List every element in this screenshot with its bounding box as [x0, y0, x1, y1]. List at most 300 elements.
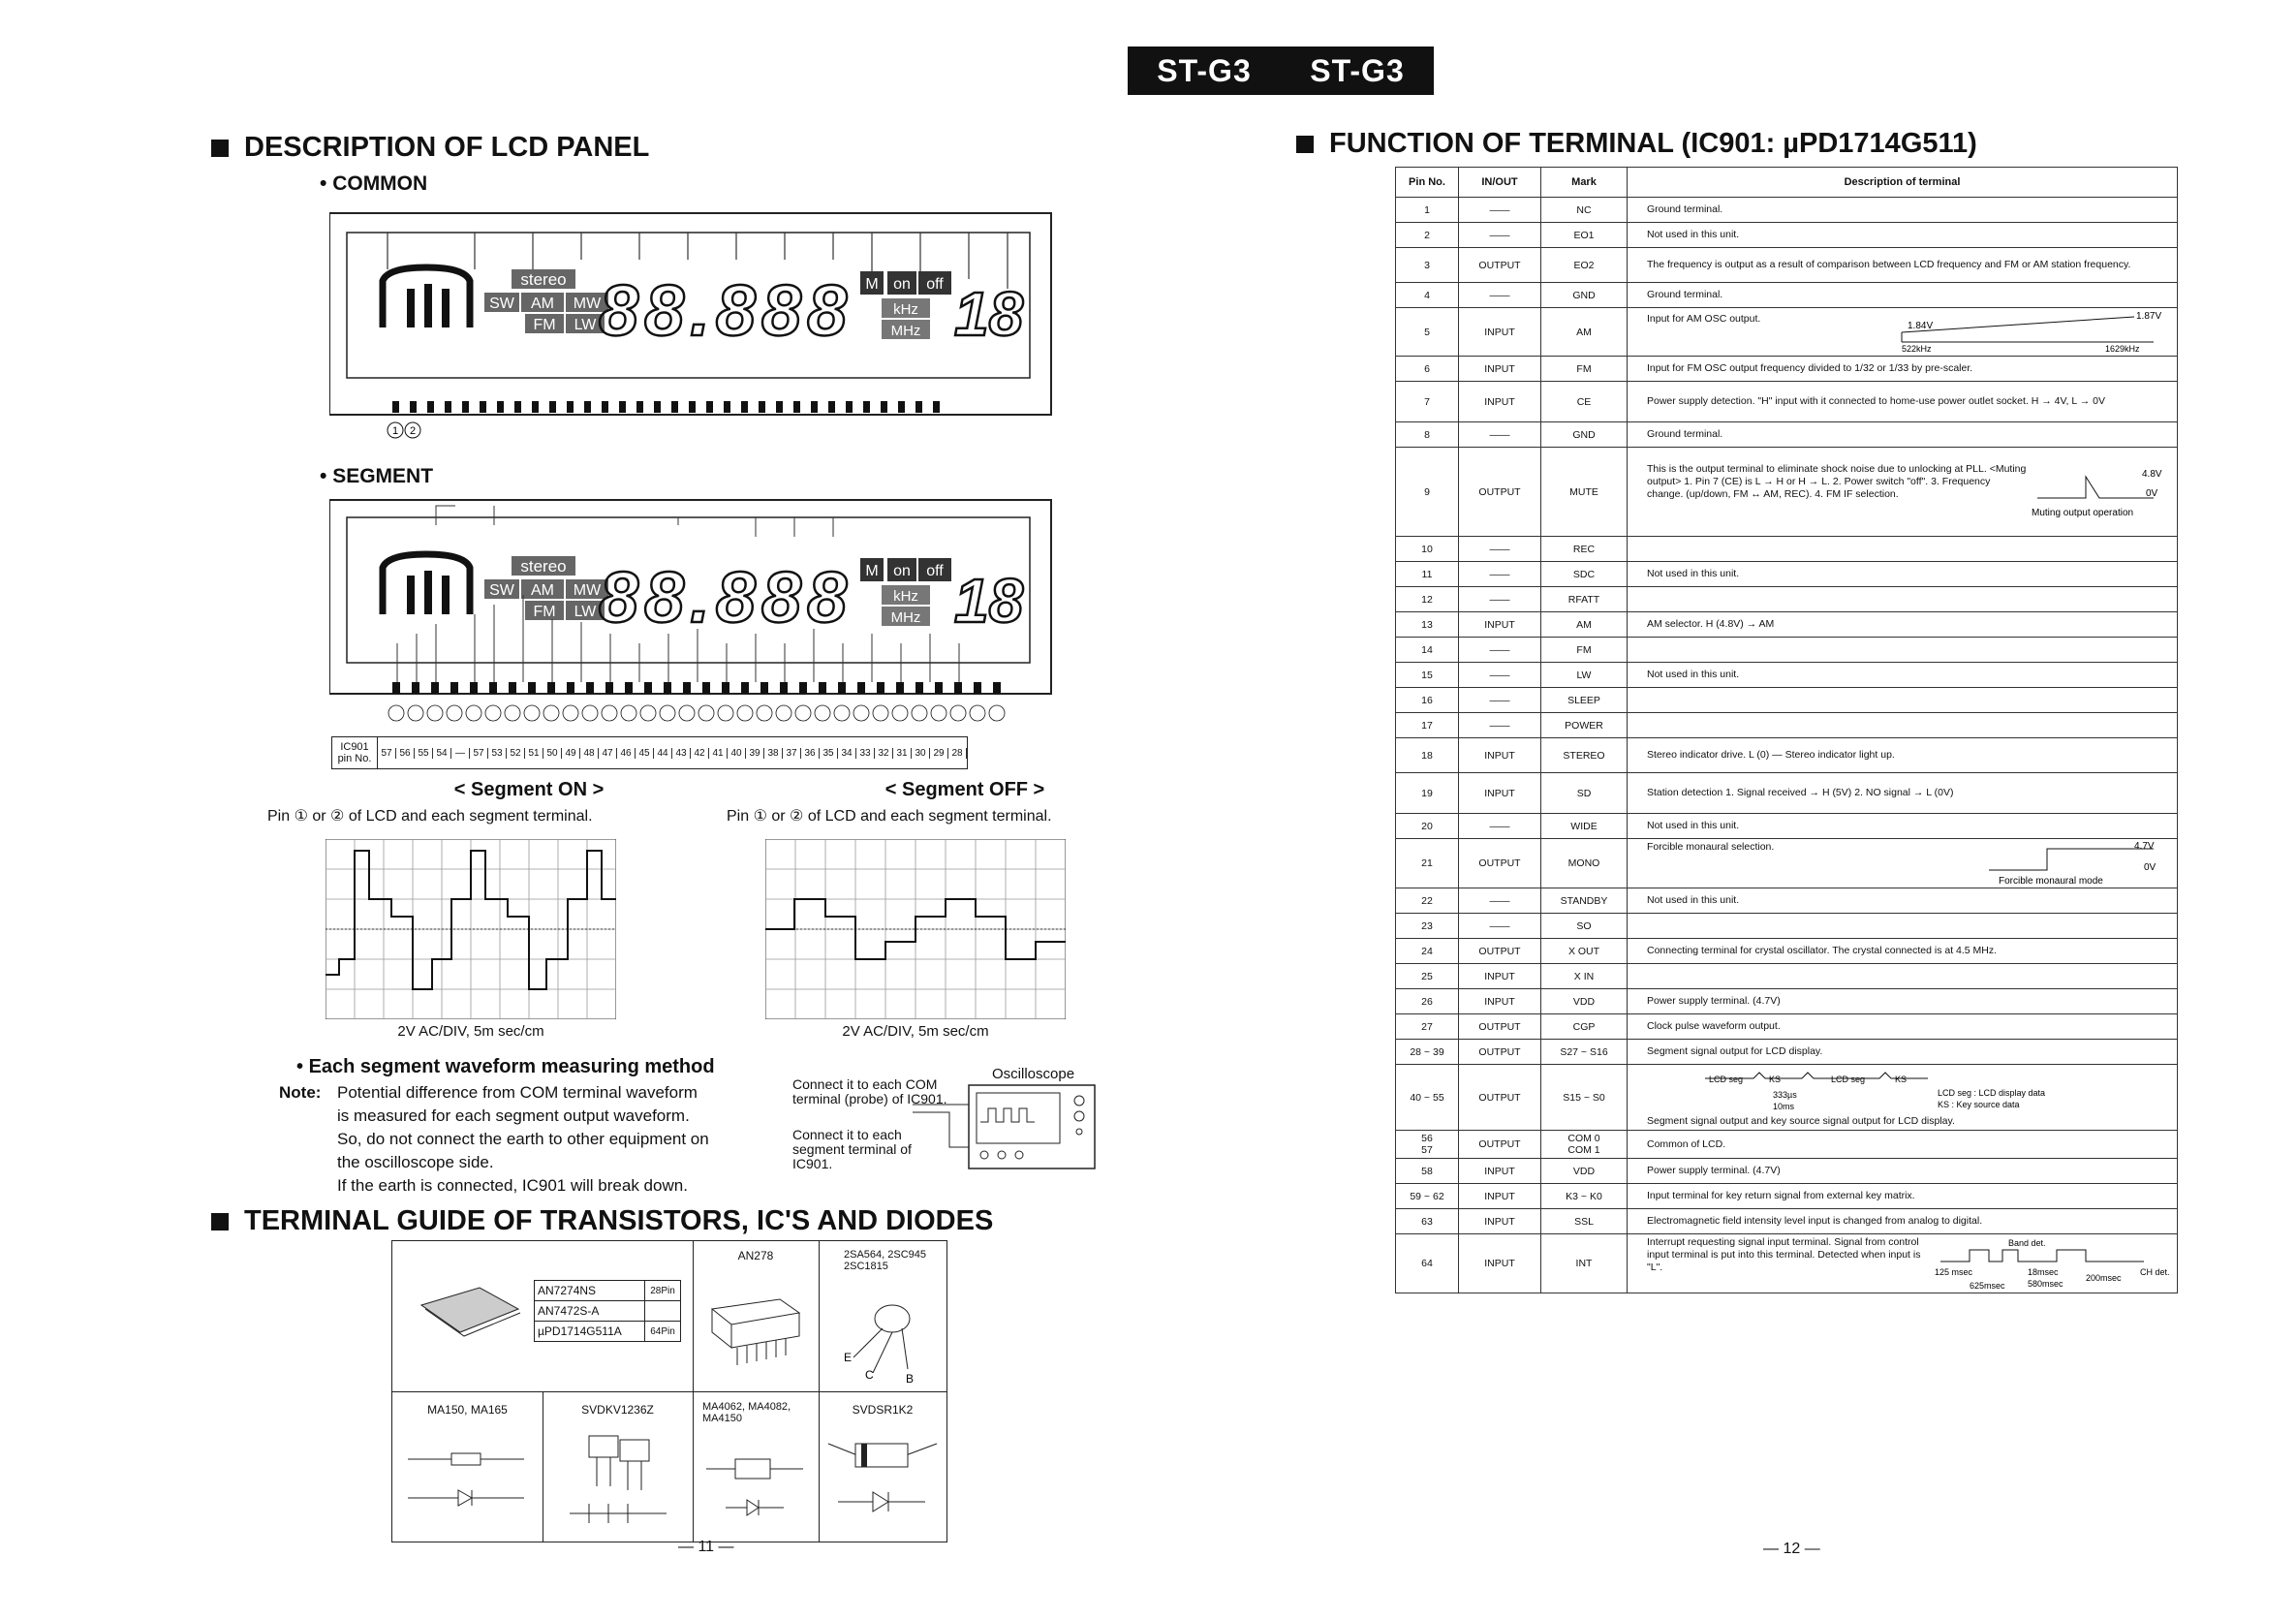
int-timing	[1931, 1236, 2173, 1291]
am-ramp-graph	[1882, 309, 2173, 352]
cell-pin: 12	[1396, 587, 1459, 612]
cell-desc	[1628, 939, 2178, 964]
desc-text: This is the output terminal to eliminate shock noise due to unlocking at PLL. <Muting output> 1. Pin 7 (CE) is L → H or H → L. 2. Power switch "off". 3. Frequency change. (up/down, FM ↔ AM, REC). 4. FM IF selection.	[1647, 462, 2027, 500]
pin-number: 32	[875, 748, 893, 759]
svg-text:0V: 0V	[2146, 487, 2158, 499]
note-label: Note:	[279, 1083, 322, 1102]
table-row	[1396, 198, 2178, 223]
cell-io: OUTPUT	[1459, 1040, 1541, 1065]
table-row	[1396, 1184, 2178, 1209]
svg-text:Band det.: Band det.	[2008, 1238, 2046, 1248]
svg-text:0V: 0V	[2144, 862, 2156, 873]
pin-number: 29	[930, 748, 948, 759]
svg-text:KS : Key source data: KS : Key source data	[1938, 1100, 2020, 1109]
ic-an7472s: AN7472S-A	[535, 1301, 645, 1321]
note-line: Potential difference from COM terminal waveform	[337, 1083, 698, 1102]
cell-desc	[1628, 357, 2178, 382]
terminal-guide-grid	[391, 1240, 947, 1542]
cell-mark: FM	[1541, 357, 1628, 382]
cell-pin: 6	[1396, 357, 1459, 382]
cell-desc	[1628, 1040, 2178, 1065]
cell-desc	[1628, 1184, 2178, 1209]
ic-upd1714: µPD1714G511A	[535, 1322, 645, 1341]
desc-text: Segment signal output and key source signal output for LCD display.	[1647, 1115, 1955, 1127]
cell-io: ——	[1459, 638, 1541, 663]
pin-number: 38	[764, 748, 783, 759]
desc-text: Station detection 1. Signal received → H (5V) 2. NO signal → L (0V)	[1647, 787, 1954, 798]
cell-desc	[1628, 1131, 2178, 1159]
svg-text:Forcible monaural mode: Forcible monaural mode	[1999, 876, 2103, 886]
table-row	[1396, 1131, 2178, 1159]
cell-pin: 10	[1396, 537, 1459, 562]
desc-text: Common of LCD.	[1647, 1137, 1726, 1150]
table-row	[1396, 1159, 2178, 1184]
cell-pin: 26	[1396, 989, 1459, 1014]
table-row	[1396, 248, 2178, 283]
pin-number: 47	[599, 748, 617, 759]
cell-io: ——	[1459, 814, 1541, 839]
desc-text: Not used in this unit.	[1647, 820, 1740, 831]
pin-number: 51	[525, 748, 543, 759]
svg-text:off: off	[926, 563, 944, 579]
cell-mark: SD	[1541, 773, 1628, 814]
cell-pin: 19	[1396, 773, 1459, 814]
svg-text:M: M	[865, 563, 879, 579]
cell-mark: K3 ~ K0	[1541, 1184, 1628, 1209]
cell-desc	[1628, 773, 2178, 814]
cell-mark: STEREO	[1541, 738, 1628, 773]
svg-text:1.84V: 1.84V	[1908, 320, 1934, 331]
pin-number: 57	[470, 748, 488, 759]
svg-text:SW: SW	[489, 582, 514, 599]
table-row	[1396, 688, 2178, 713]
cell-pin: 27	[1396, 1014, 1459, 1040]
svg-text:M: M	[865, 276, 879, 293]
svg-text:off: off	[926, 276, 944, 293]
svg-text:on: on	[893, 276, 911, 293]
svg-text:E: E	[844, 1351, 853, 1364]
cell-io: INPUT	[1459, 357, 1541, 382]
cell-io: ——	[1459, 537, 1541, 562]
cell-io: ——	[1459, 223, 1541, 248]
cell-desc	[1628, 1209, 2178, 1234]
pin64-label: 64Pin	[650, 1325, 675, 1337]
cell-pin: 9	[1396, 448, 1459, 537]
cell-pin: 16	[1396, 688, 1459, 713]
table-row	[1396, 713, 2178, 738]
cell-pin: 24	[1396, 939, 1459, 964]
table-row	[1396, 1234, 2178, 1293]
table-row	[1396, 357, 2178, 382]
seg-on-scale: 2V AC/DIV, 5m sec/cm	[397, 1023, 544, 1040]
cell-desc	[1628, 308, 2178, 357]
pin-number: 28	[948, 748, 967, 759]
cell-mark: MUTE	[1541, 448, 1628, 537]
cell-mark: X OUT	[1541, 939, 1628, 964]
svg-text:AM: AM	[531, 296, 554, 312]
desc-text: Input for FM OSC output frequency divided to 1/32 or 1/33 by pre-scaler.	[1647, 362, 1973, 374]
svg-text:18: 18	[954, 279, 1024, 349]
cell-pin: 5	[1396, 308, 1459, 357]
cell-mark: S27 ~ S16	[1541, 1040, 1628, 1065]
svg-text:LW: LW	[574, 604, 597, 620]
pin-number: —	[451, 748, 470, 759]
cell-pin: 8	[1396, 422, 1459, 448]
function-table	[1395, 167, 2178, 1293]
cell-pin: 14	[1396, 638, 1459, 663]
cell-desc	[1628, 989, 2178, 1014]
an278-drawing	[702, 1290, 809, 1377]
cell-desc	[1628, 914, 2178, 939]
transistor-label: 2SA564, 2SC945 2SC1815	[844, 1249, 927, 1272]
seg-off-title: < Segment OFF >	[884, 779, 1045, 800]
svg-text:C: C	[865, 1368, 874, 1382]
cell-mark: GND	[1541, 422, 1628, 448]
cell-desc	[1628, 1014, 2178, 1040]
svg-text:AM: AM	[531, 582, 554, 599]
cell-mark: POWER	[1541, 713, 1628, 738]
seg-on-title: < Segment ON >	[453, 779, 605, 800]
svg-text:10ms: 10ms	[1773, 1102, 1795, 1111]
cell-pin: 64	[1396, 1234, 1459, 1293]
cell-io: ——	[1459, 587, 1541, 612]
table-row	[1396, 638, 2178, 663]
svg-text:MHz: MHz	[890, 323, 921, 339]
pin-number: 50	[543, 748, 562, 759]
svg-text:FM: FM	[533, 604, 556, 620]
cell-pin: 3	[1396, 248, 1459, 283]
svg-text:1: 1	[391, 425, 399, 437]
cell-pin: 11	[1396, 562, 1459, 587]
cell-desc	[1628, 382, 2178, 422]
pin-row-label: IC901 pin No.	[332, 737, 378, 768]
svd-drawing	[550, 1426, 686, 1533]
desc-text: AM selector. H (4.8V) → AM	[1647, 618, 1775, 630]
svg-text:LCD seg: LCD seg	[1709, 1075, 1744, 1084]
svg-text:LCD seg : LCD display data: LCD seg : LCD display data	[1938, 1088, 2046, 1098]
mute-graph	[2028, 463, 2173, 521]
cell-desc	[1628, 248, 2178, 283]
svg-text:4.8V: 4.8V	[2142, 468, 2162, 480]
table-row	[1396, 738, 2178, 773]
table-row	[1396, 914, 2178, 939]
pin-number: 49	[562, 748, 580, 759]
table-row	[1396, 1209, 2178, 1234]
desc-text: Input terminal for key return signal from external key matrix.	[1647, 1190, 1915, 1201]
cell-desc	[1628, 888, 2178, 914]
cell-io: ——	[1459, 198, 1541, 223]
cell-desc	[1628, 283, 2178, 308]
desc-text: Segment signal output for LCD display.	[1647, 1045, 1823, 1057]
cell-io: ——	[1459, 422, 1541, 448]
desc-text: Not used in this unit.	[1647, 568, 1740, 579]
desc-text: The frequency is output as a result of comparison between LCD frequency and FM or AM station frequency.	[1647, 259, 2131, 270]
table-header: Mark	[1541, 168, 1628, 198]
pin-number: 35	[820, 748, 838, 759]
table-row	[1396, 814, 2178, 839]
table-row	[1396, 1014, 2178, 1040]
pin-number: 30	[912, 748, 930, 759]
function-section-title: FUNCTION OF TERMINAL (IC901: µPD1714G511)	[1296, 128, 1977, 160]
cell-pin: 23	[1396, 914, 1459, 939]
cell-desc	[1628, 422, 2178, 448]
table-row	[1396, 223, 2178, 248]
cell-mark: S15 ~ S0	[1541, 1065, 1628, 1131]
cell-desc	[1628, 663, 2178, 688]
pin-number: 40	[728, 748, 746, 759]
cell-mark: CGP	[1541, 1014, 1628, 1040]
cell-mark: GND	[1541, 283, 1628, 308]
segment-label: • SEGMENT	[320, 465, 434, 487]
table-row	[1396, 308, 2178, 357]
mono-graph	[1979, 841, 2173, 886]
transistor-drawing	[824, 1290, 941, 1386]
pin-number: 42	[691, 748, 709, 759]
oscilloscope-diagram	[911, 1083, 1101, 1170]
cell-io: INPUT	[1459, 612, 1541, 638]
table-row	[1396, 537, 2178, 562]
pin-number: 33	[856, 748, 875, 759]
cell-mark: STANDBY	[1541, 888, 1628, 914]
cell-desc	[1628, 612, 2178, 638]
cell-io: INPUT	[1459, 1234, 1541, 1293]
table-row	[1396, 939, 2178, 964]
cell-pin: 2	[1396, 223, 1459, 248]
svg-text:stereo: stereo	[520, 270, 567, 289]
cell-mark: COM 0 COM 1	[1541, 1131, 1628, 1159]
cell-desc	[1628, 688, 2178, 713]
cell-desc	[1628, 738, 2178, 773]
desc-text: Not used in this unit.	[1647, 894, 1740, 906]
desc-text: Connecting terminal for crystal oscillator. The crystal connected is at 4.5 MHz.	[1647, 945, 1998, 956]
svg-text:1.87V: 1.87V	[2136, 310, 2162, 322]
cell-pin: 63	[1396, 1209, 1459, 1234]
pin-number: 39	[746, 748, 764, 759]
svg-text:stereo: stereo	[520, 557, 567, 576]
cell-pin: 18	[1396, 738, 1459, 773]
cell-mark: CE	[1541, 382, 1628, 422]
note-line: the oscilloscope side.	[337, 1153, 494, 1171]
svg-text:FM: FM	[533, 317, 556, 333]
table-row	[1396, 1065, 2178, 1131]
cell-desc	[1628, 448, 2178, 537]
table-row	[1396, 663, 2178, 688]
desc-text: Electromagnetic field intensity level input is changed from analog to digital.	[1647, 1215, 1983, 1227]
cell-desc	[1628, 638, 2178, 663]
seg-off-desc: Pin ① or ② of LCD and each segment terminal.	[727, 808, 1052, 825]
cell-mark: AM	[1541, 612, 1628, 638]
cell-io: ——	[1459, 283, 1541, 308]
svg-text:2: 2	[409, 425, 417, 437]
table-row	[1396, 587, 2178, 612]
table-row	[1396, 839, 2178, 888]
table-row	[1396, 888, 2178, 914]
table-header: IN/OUT	[1459, 168, 1541, 198]
svg-text:125 msec: 125 msec	[1935, 1267, 1973, 1277]
seg-off-scale: 2V AC/DIV, 5m sec/cm	[842, 1023, 989, 1040]
cell-mark: SO	[1541, 914, 1628, 939]
svdsr-label: SVDSR1K2	[852, 1403, 914, 1417]
pin-number: 34	[838, 748, 856, 759]
svg-text:MHz: MHz	[890, 609, 921, 626]
desc-text: Ground terminal.	[1647, 428, 1723, 440]
cell-io: ——	[1459, 914, 1541, 939]
desc-text: Forcible monaural selection.	[1647, 841, 1775, 853]
cell-desc	[1628, 587, 2178, 612]
cell-io: INPUT	[1459, 1209, 1541, 1234]
lcd-segment-diagram	[329, 498, 1056, 735]
ma150-diode	[398, 1440, 534, 1517]
desc-text: Input for AM OSC output.	[1647, 312, 1761, 325]
cell-mark: INT	[1541, 1234, 1628, 1293]
method-title: • Each segment waveform measuring method	[296, 1056, 715, 1077]
cell-mark: X IN	[1541, 964, 1628, 989]
cell-mark: FM	[1541, 638, 1628, 663]
an278-label: AN278	[737, 1249, 774, 1262]
svg-text:LW: LW	[574, 317, 597, 333]
svg-text:LCD seg: LCD seg	[1831, 1075, 1866, 1084]
svdsr-drawing	[819, 1424, 945, 1531]
svg-text:522kHz: 522kHz	[1902, 343, 1932, 352]
cell-io: ——	[1459, 688, 1541, 713]
ic-flatpack-drawing	[412, 1276, 528, 1344]
desc-text: Not used in this unit.	[1647, 669, 1740, 680]
page-num-12: — 12 —	[1763, 1541, 1820, 1557]
svg-text:B: B	[906, 1372, 915, 1386]
cell-io: INPUT	[1459, 738, 1541, 773]
cell-mark: VDD	[1541, 1159, 1628, 1184]
ma150-label: MA150, MA165	[427, 1403, 508, 1417]
pin-number: 55	[415, 748, 433, 759]
pin-number: 36	[801, 748, 820, 759]
desc-text: Stereo indicator drive. L (0) — Stereo indicator light up.	[1647, 749, 1895, 761]
cell-io: INPUT	[1459, 1184, 1541, 1209]
cell-pin: 17	[1396, 713, 1459, 738]
cell-mark: VDD	[1541, 989, 1628, 1014]
svd-label: SVDKV1236Z	[581, 1403, 654, 1417]
cell-pin: 58	[1396, 1159, 1459, 1184]
pin-number: 54	[433, 748, 451, 759]
desc-text: Clock pulse waveform output.	[1647, 1020, 1781, 1032]
desc-text: Power supply terminal. (4.7V)	[1647, 1165, 1781, 1176]
cell-io: ——	[1459, 888, 1541, 914]
cell-desc	[1628, 537, 2178, 562]
note-text	[337, 1081, 744, 1198]
pin-number: 57	[378, 748, 396, 759]
table-row	[1396, 448, 2178, 537]
page-num-11: — 11 —	[678, 1539, 734, 1555]
pin-number: 56	[396, 748, 415, 759]
pin-number: 44	[654, 748, 672, 759]
table-row	[1396, 964, 2178, 989]
cell-io: INPUT	[1459, 382, 1541, 422]
cell-pin: 59 ~ 62	[1396, 1184, 1459, 1209]
svg-text:SW: SW	[489, 296, 514, 312]
pin-number: 45	[636, 748, 654, 759]
svg-text:on: on	[893, 563, 911, 579]
pin-number: 37	[783, 748, 801, 759]
cell-io: OUTPUT	[1459, 248, 1541, 283]
svg-text:18msec: 18msec	[2028, 1267, 2059, 1277]
cell-mark: SSL	[1541, 1209, 1628, 1234]
cell-io: ——	[1459, 663, 1541, 688]
osc-title: Oscilloscope	[992, 1066, 1075, 1082]
note-line: So, do not connect the earth to other equipment on	[337, 1130, 709, 1148]
seg-ks-timing	[1647, 1067, 2054, 1115]
cell-desc	[1628, 713, 2178, 738]
svg-text:625msec: 625msec	[1970, 1281, 2005, 1291]
cell-mark: AM	[1541, 308, 1628, 357]
cell-pin: 4	[1396, 283, 1459, 308]
cell-desc	[1628, 1234, 2178, 1293]
cell-mark: EO1	[1541, 223, 1628, 248]
cell-pin: 56 57	[1396, 1131, 1459, 1159]
cell-io: INPUT	[1459, 308, 1541, 357]
svg-text:CH det.: CH det.	[2140, 1267, 2170, 1277]
desc-text: Power supply terminal. (4.7V)	[1647, 995, 1781, 1007]
cell-mark: LW	[1541, 663, 1628, 688]
ic-an7274ns: AN7274NS	[535, 1281, 645, 1300]
svg-text:Muting output operation: Muting output operation	[2032, 507, 2134, 518]
cell-io: ——	[1459, 713, 1541, 738]
ma4062-diode	[697, 1449, 813, 1527]
desc-text: Ground terminal.	[1647, 203, 1723, 215]
pin-number: 31	[893, 748, 912, 759]
cell-pin: 20	[1396, 814, 1459, 839]
cell-io: OUTPUT	[1459, 939, 1541, 964]
cell-pin: 15	[1396, 663, 1459, 688]
cell-mark: SLEEP	[1541, 688, 1628, 713]
cell-mark: RFATT	[1541, 587, 1628, 612]
pin28-label: 28Pin	[650, 1285, 675, 1296]
cell-io: INPUT	[1459, 989, 1541, 1014]
seg-on-desc: Pin ① or ② of LCD and each segment terminal.	[267, 808, 593, 825]
cell-io: INPUT	[1459, 1159, 1541, 1184]
ma4062-label: MA4062, MA4082, MA4150	[702, 1401, 791, 1424]
cell-io: INPUT	[1459, 773, 1541, 814]
cell-pin: 21	[1396, 839, 1459, 888]
seg-off-waveform	[765, 839, 1066, 1019]
cell-desc	[1628, 814, 2178, 839]
cell-pin: 25	[1396, 964, 1459, 989]
svg-text:kHz: kHz	[893, 588, 918, 605]
pin-number: 46	[617, 748, 636, 759]
cell-io: OUTPUT	[1459, 448, 1541, 537]
cell-mark: WIDE	[1541, 814, 1628, 839]
svg-text:88.888: 88.888	[599, 557, 853, 638]
cell-desc	[1628, 839, 2178, 888]
table-row	[1396, 989, 2178, 1014]
osc-connect-com: Connect it to each COM terminal (probe) of IC901.	[792, 1076, 947, 1106]
cell-mark: MONO	[1541, 839, 1628, 888]
table-row	[1396, 283, 2178, 308]
table-row	[1396, 1040, 2178, 1065]
cell-io: INPUT	[1459, 964, 1541, 989]
cell-io: OUTPUT	[1459, 1014, 1541, 1040]
cell-desc	[1628, 1065, 2178, 1131]
cell-desc	[1628, 223, 2178, 248]
table-header: Pin No.	[1396, 168, 1459, 198]
svg-text:1629kHz: 1629kHz	[2105, 343, 2140, 352]
model-right: ST-G3	[1310, 52, 1405, 88]
cell-mark: SDC	[1541, 562, 1628, 587]
cell-desc	[1628, 562, 2178, 587]
pin-number: 48	[580, 748, 599, 759]
pin-number: 53	[488, 748, 507, 759]
cell-desc	[1628, 198, 2178, 223]
cell-mark: NC	[1541, 198, 1628, 223]
ic901-pin-row	[331, 736, 968, 769]
